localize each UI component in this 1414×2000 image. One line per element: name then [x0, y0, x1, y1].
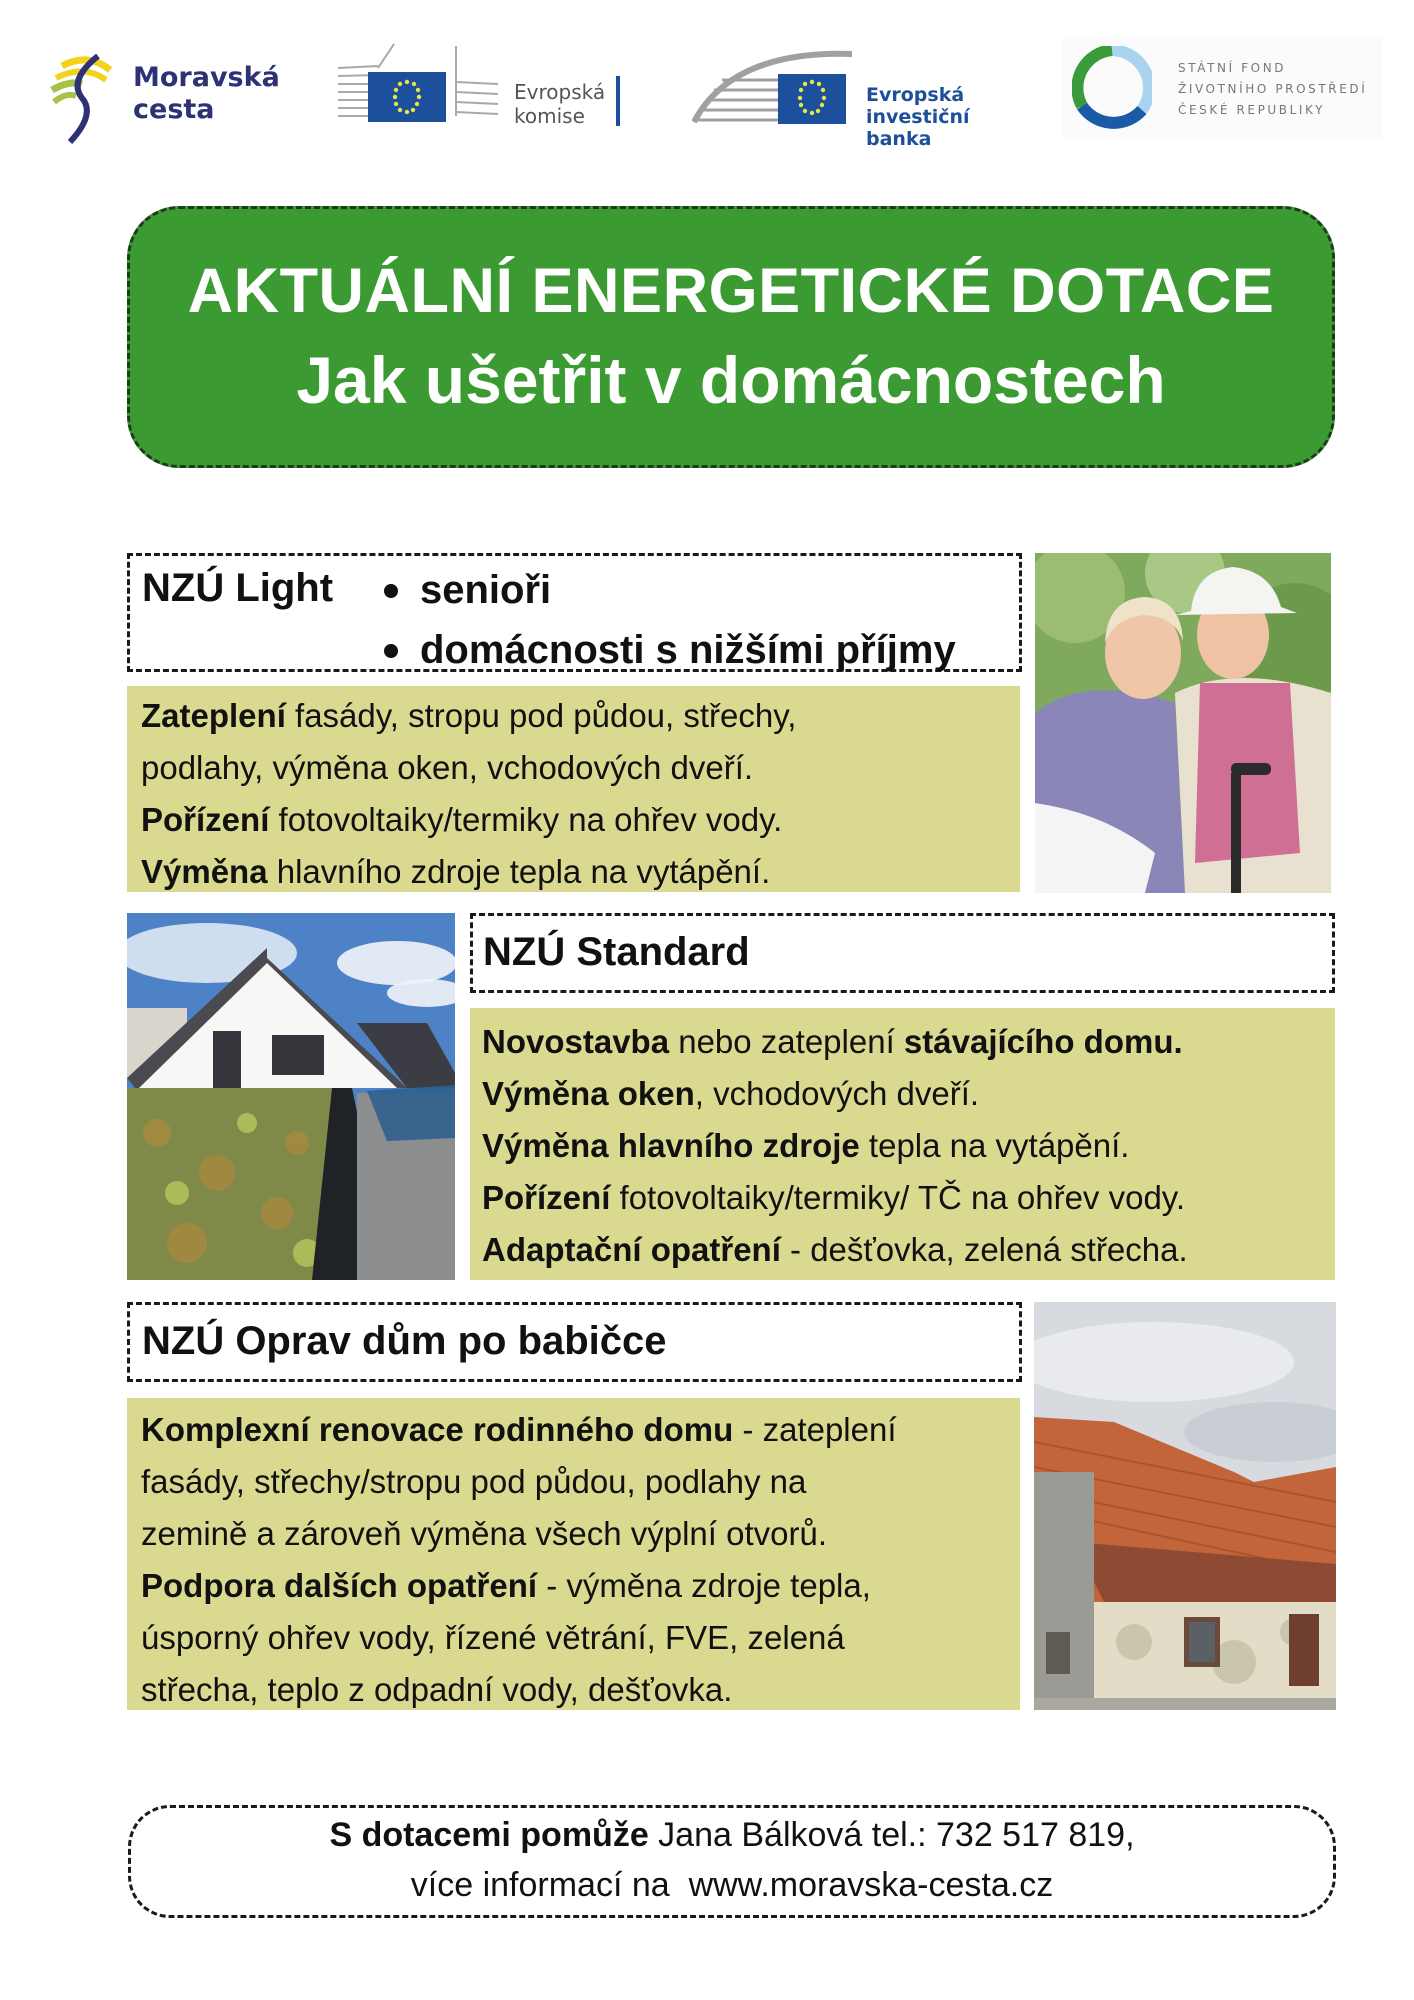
light-line-bold: Výměna	[141, 853, 268, 890]
light-bullet-text: domácnosti s nižšími příjmy	[420, 628, 956, 672]
logo-moravska-cesta	[48, 50, 288, 146]
sfzp-ring-icon	[1072, 46, 1152, 130]
standard-line-bold: Výměna hlavního zdroje	[482, 1127, 860, 1164]
ec-line1: Evropská	[514, 80, 606, 104]
bullet-icon	[384, 584, 398, 598]
section-light-body	[127, 686, 1020, 892]
light-line-text: podlahy, výměna oken, vchodových dveří.	[141, 749, 754, 786]
photo-old-house	[1034, 1302, 1336, 1710]
sfzp-line1: STÁTNÍ FOND	[1178, 61, 1287, 75]
babicka-line	[141, 1612, 1006, 1664]
section-standard-title: NZÚ Standard	[483, 930, 750, 974]
ec-building-icon	[338, 42, 508, 126]
banner-subtitle: Jak ušetřit v domácnostech	[296, 343, 1166, 417]
light-line-text: fasády, stropu pod půdou, střechy,	[285, 697, 797, 734]
footer-bold: S dotacemi pomůže	[329, 1816, 649, 1854]
light-target-groups	[378, 560, 956, 680]
babicka-line-text: zemině a zároveň výměna všech výplní otvorů.	[141, 1515, 827, 1552]
section-babicka-title: NZÚ Oprav dům po babičce	[142, 1319, 667, 1363]
light-line	[141, 690, 1006, 742]
standard-line-text: - dešťovka, zelená střecha.	[780, 1231, 1188, 1268]
babicka-line-text: - zateplení	[733, 1411, 897, 1448]
babicka-line-text: fasády, střechy/stropu pod půdou, podlahy na	[141, 1463, 807, 1500]
banner-title: AKTUÁLNÍ ENERGETICKÉ DOTACE	[187, 256, 1275, 326]
standard-line	[482, 1172, 1323, 1224]
standard-line-bold: Pořízení	[482, 1179, 611, 1216]
standard-line	[482, 1068, 1323, 1120]
standard-line-bold: Výměna oken	[482, 1075, 695, 1112]
sfzp-line3: ČESKÉ REPUBLIKY	[1178, 103, 1326, 117]
footer-website-link[interactable]: www.moravska-cesta.cz	[688, 1866, 1054, 1904]
babicka-line	[141, 1560, 1006, 1612]
babicka-line-text: úsporný ohřev vody, řízené větrání, FVE, zelená	[141, 1619, 845, 1656]
standard-line-bold: Novostavba	[482, 1023, 670, 1060]
light-line-bold: Pořízení	[141, 801, 270, 838]
footer-contact: Jana Bálková tel.: 732 517 819,	[648, 1816, 1135, 1854]
header-banner	[127, 206, 1335, 468]
babicka-line-text: střecha, teplo z odpadní vody, dešťovka.	[141, 1671, 733, 1708]
eib-line2: investiční banka	[866, 106, 970, 150]
logo-eib	[692, 44, 1032, 150]
eib-line1: Evropská	[866, 84, 965, 106]
babicka-line-bold: Komplexní renovace rodinného domu	[141, 1411, 734, 1448]
light-bullet-item	[378, 560, 956, 620]
standard-line	[482, 1016, 1323, 1068]
babicka-line-text: - výměna zdroje tepla,	[537, 1567, 871, 1604]
ec-line2: komise	[514, 104, 585, 128]
photo-senior-couple	[1035, 553, 1331, 893]
light-line	[141, 794, 1006, 846]
babicka-line	[141, 1456, 1006, 1508]
moravska-cesta-emblem-icon	[48, 50, 120, 146]
light-bullet-text: senioři	[420, 568, 552, 612]
ec-divider	[616, 76, 620, 126]
light-line-bold: Zateplení	[141, 697, 286, 734]
standard-line	[482, 1120, 1323, 1172]
light-line	[141, 846, 1006, 898]
babicka-line	[141, 1508, 1006, 1560]
section-babicka-body	[127, 1398, 1020, 1710]
babicka-line	[141, 1404, 1006, 1456]
contact-footer	[128, 1805, 1336, 1918]
standard-line-text: fotovoltaiky/termiky/ TČ na ohřev vody.	[610, 1179, 1186, 1216]
moravska-cesta-line1: Moravská	[133, 62, 280, 93]
light-line-text: hlavního zdroje tepla na vytápění.	[267, 853, 771, 890]
eib-arch-icon	[692, 44, 852, 128]
standard-line-text: tepla na vytápění.	[859, 1127, 1130, 1164]
logo-sfzp	[1062, 38, 1382, 138]
section-babicka-header	[127, 1302, 1022, 1382]
footer-more: více informací na	[410, 1866, 689, 1904]
footer-contact-line	[131, 1810, 1333, 1860]
footer-info-line	[131, 1860, 1333, 1910]
moravska-cesta-line2: cesta	[133, 94, 215, 125]
standard-line	[482, 1224, 1323, 1276]
babicka-line-bold: Podpora dalších opatření	[141, 1567, 538, 1604]
standard-line-bold: Adaptační opatření	[482, 1231, 781, 1268]
logo-evropska-komise	[338, 42, 628, 132]
bullet-icon	[384, 644, 398, 658]
light-bullet-item	[378, 620, 956, 680]
section-light-title: NZÚ Light	[142, 566, 334, 610]
standard-line-bold: stávajícího domu.	[903, 1023, 1183, 1060]
light-line	[141, 742, 1006, 794]
section-light-header	[127, 553, 1022, 672]
section-standard-header	[470, 913, 1335, 993]
photo-green-roof-house	[127, 913, 455, 1280]
babicka-line	[141, 1664, 1006, 1716]
standard-line-text: nebo zateplení	[669, 1023, 904, 1060]
section-standard-body	[470, 1008, 1335, 1280]
standard-line-text: , vchodových dveří.	[694, 1075, 980, 1112]
sfzp-line2: ŽIVOTNÍHO PROSTŘEDÍ	[1178, 82, 1368, 96]
light-line-text: fotovoltaiky/termiky na ohřev vody.	[269, 801, 783, 838]
